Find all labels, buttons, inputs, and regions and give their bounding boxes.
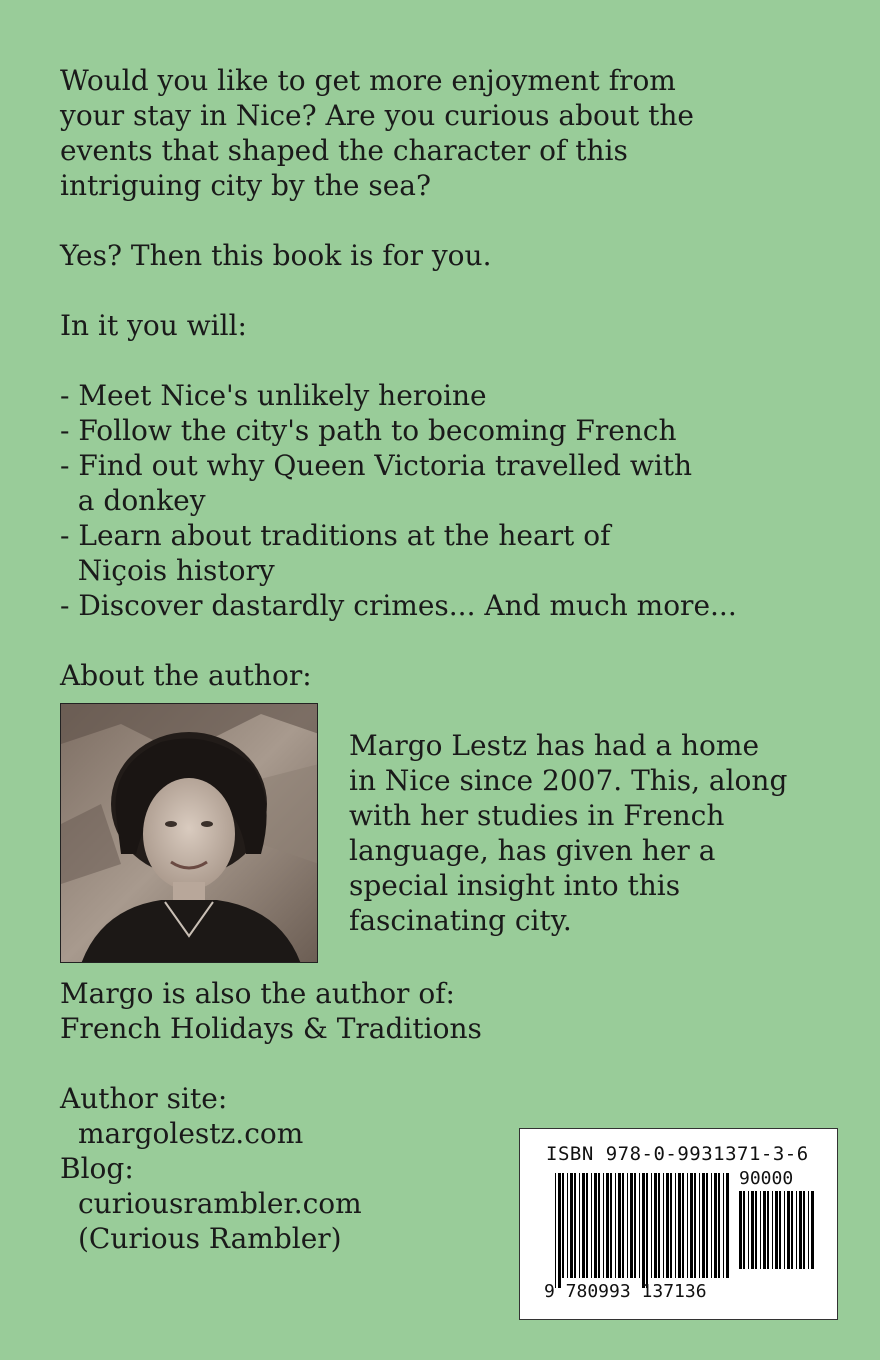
barcode-bar <box>694 1173 696 1278</box>
barcode-bar <box>811 1191 814 1269</box>
barcode-bar <box>755 1191 757 1269</box>
list-item: - Meet Nice's unlikely heroine <box>60 379 487 412</box>
barcode-bar <box>714 1173 717 1278</box>
barcode-bar <box>675 1173 676 1278</box>
author-bio-line: with her studies in French <box>349 799 725 832</box>
barcode-bar <box>799 1191 802 1269</box>
barcode-bar <box>615 1173 616 1278</box>
barcode-bar <box>567 1173 568 1278</box>
barcode-bar <box>699 1173 700 1278</box>
barcode-bar <box>586 1173 588 1278</box>
author-portrait-image <box>61 704 318 963</box>
also-author-line: Margo is also the author of: <box>60 977 455 1010</box>
isbn-text: ISBN 978-0-9931371-3-6 <box>546 1143 809 1165</box>
barcode-bar <box>574 1173 576 1278</box>
barcode-bar <box>796 1191 797 1269</box>
list-heading: In it you will: <box>60 309 247 342</box>
barcode-bar <box>570 1173 573 1278</box>
barcode-bar <box>670 1173 672 1278</box>
author-site-label: Author site: <box>60 1082 228 1115</box>
ean-number: 9 780993 137136 <box>544 1281 707 1302</box>
author-photo <box>60 703 318 963</box>
author-bio-line: special insight into this <box>349 869 681 902</box>
isbn-barcode <box>519 1128 838 1320</box>
barcode-bar <box>663 1173 664 1278</box>
addon-number: 90000 <box>739 1168 794 1189</box>
blog-name: (Curious Rambler) <box>78 1222 342 1255</box>
author-bio-line: fascinating city. <box>349 904 572 937</box>
barcode-bar <box>760 1191 761 1269</box>
barcode-bar <box>610 1173 612 1278</box>
barcode-bar <box>706 1173 708 1278</box>
author-bio-line: Margo Lestz has had a home <box>349 729 760 762</box>
barcode-bar <box>622 1173 624 1278</box>
barcode-bar <box>723 1173 724 1278</box>
barcode-bar <box>808 1191 809 1269</box>
author-bio-line: language, has given her a <box>349 834 716 867</box>
barcode-bar <box>594 1173 597 1278</box>
barcode-bar <box>598 1173 600 1278</box>
list-item: - Find out why Queen Victoria travelled with <box>60 449 693 482</box>
barcode-bar <box>702 1173 705 1278</box>
barcode-bar <box>784 1191 785 1269</box>
barcode-bar <box>690 1173 693 1278</box>
barcode-bar <box>634 1173 636 1278</box>
intro-line-1: Would you like to get more enjoyment from <box>60 64 676 97</box>
barcode-bar <box>791 1191 793 1269</box>
list-item-continued: Niçois history <box>60 554 275 587</box>
barcode-bar <box>767 1191 769 1269</box>
intro-line-3: events that shaped the character of this <box>60 134 628 167</box>
barcode-bar <box>751 1191 754 1269</box>
barcode-bar <box>558 1173 561 1288</box>
barcode-bar <box>618 1173 621 1278</box>
author-site-link[interactable]: margolestz.com <box>78 1117 304 1150</box>
barcode-bar <box>646 1173 648 1288</box>
ean-barcode-bars <box>554 1173 734 1288</box>
yes-line: Yes? Then this book is for you. <box>60 239 492 272</box>
other-book-title: French Holidays & Traditions <box>60 1012 482 1045</box>
barcode-bar <box>654 1173 657 1278</box>
barcode-bar <box>562 1173 564 1278</box>
barcode-bar <box>579 1173 580 1278</box>
barcode-bar <box>682 1173 684 1278</box>
blog-link[interactable]: curiousrambler.com <box>78 1187 362 1220</box>
addon-barcode-bars <box>738 1191 818 1279</box>
barcode-bar <box>787 1191 790 1269</box>
barcode-bar <box>606 1173 609 1278</box>
barcode-bar <box>711 1173 712 1278</box>
barcode-bar <box>630 1173 633 1278</box>
list-item: - Discover dastardly crimes... And much more... <box>60 589 737 622</box>
barcode-bar <box>687 1173 688 1278</box>
barcode-bar <box>718 1173 720 1278</box>
intro-line-2: your stay in Nice? Are you curious about the <box>60 99 694 132</box>
barcode-bar <box>739 1191 742 1269</box>
author-bio-line: in Nice since 2007. This, along <box>349 764 788 797</box>
barcode-bar <box>743 1191 745 1269</box>
barcode-bar <box>763 1191 766 1269</box>
about-heading: About the author: <box>60 659 312 692</box>
barcode-bar <box>779 1191 781 1269</box>
barcode-bar <box>726 1173 729 1278</box>
barcode-bar <box>775 1191 778 1269</box>
barcode-bar <box>639 1173 640 1278</box>
list-item: - Learn about traditions at the heart of <box>60 519 611 552</box>
barcode-bar <box>803 1191 805 1269</box>
barcode-bar <box>591 1173 592 1278</box>
barcode-bar <box>658 1173 660 1278</box>
barcode-bar <box>748 1191 749 1269</box>
barcode-bar <box>555 1173 556 1288</box>
barcode-bar <box>678 1173 681 1278</box>
list-item: - Follow the city's path to becoming French <box>60 414 677 447</box>
list-item-continued: a donkey <box>60 484 206 517</box>
barcode-bar <box>627 1173 628 1278</box>
barcode-bar <box>603 1173 604 1278</box>
barcode-bar <box>642 1173 645 1288</box>
barcode-bar <box>651 1173 652 1278</box>
intro-line-4: intriguing city by the sea? <box>60 169 431 202</box>
blog-label: Blog: <box>60 1152 134 1185</box>
barcode-bar <box>666 1173 669 1278</box>
barcode-bar <box>772 1191 773 1269</box>
barcode-bar <box>582 1173 585 1278</box>
